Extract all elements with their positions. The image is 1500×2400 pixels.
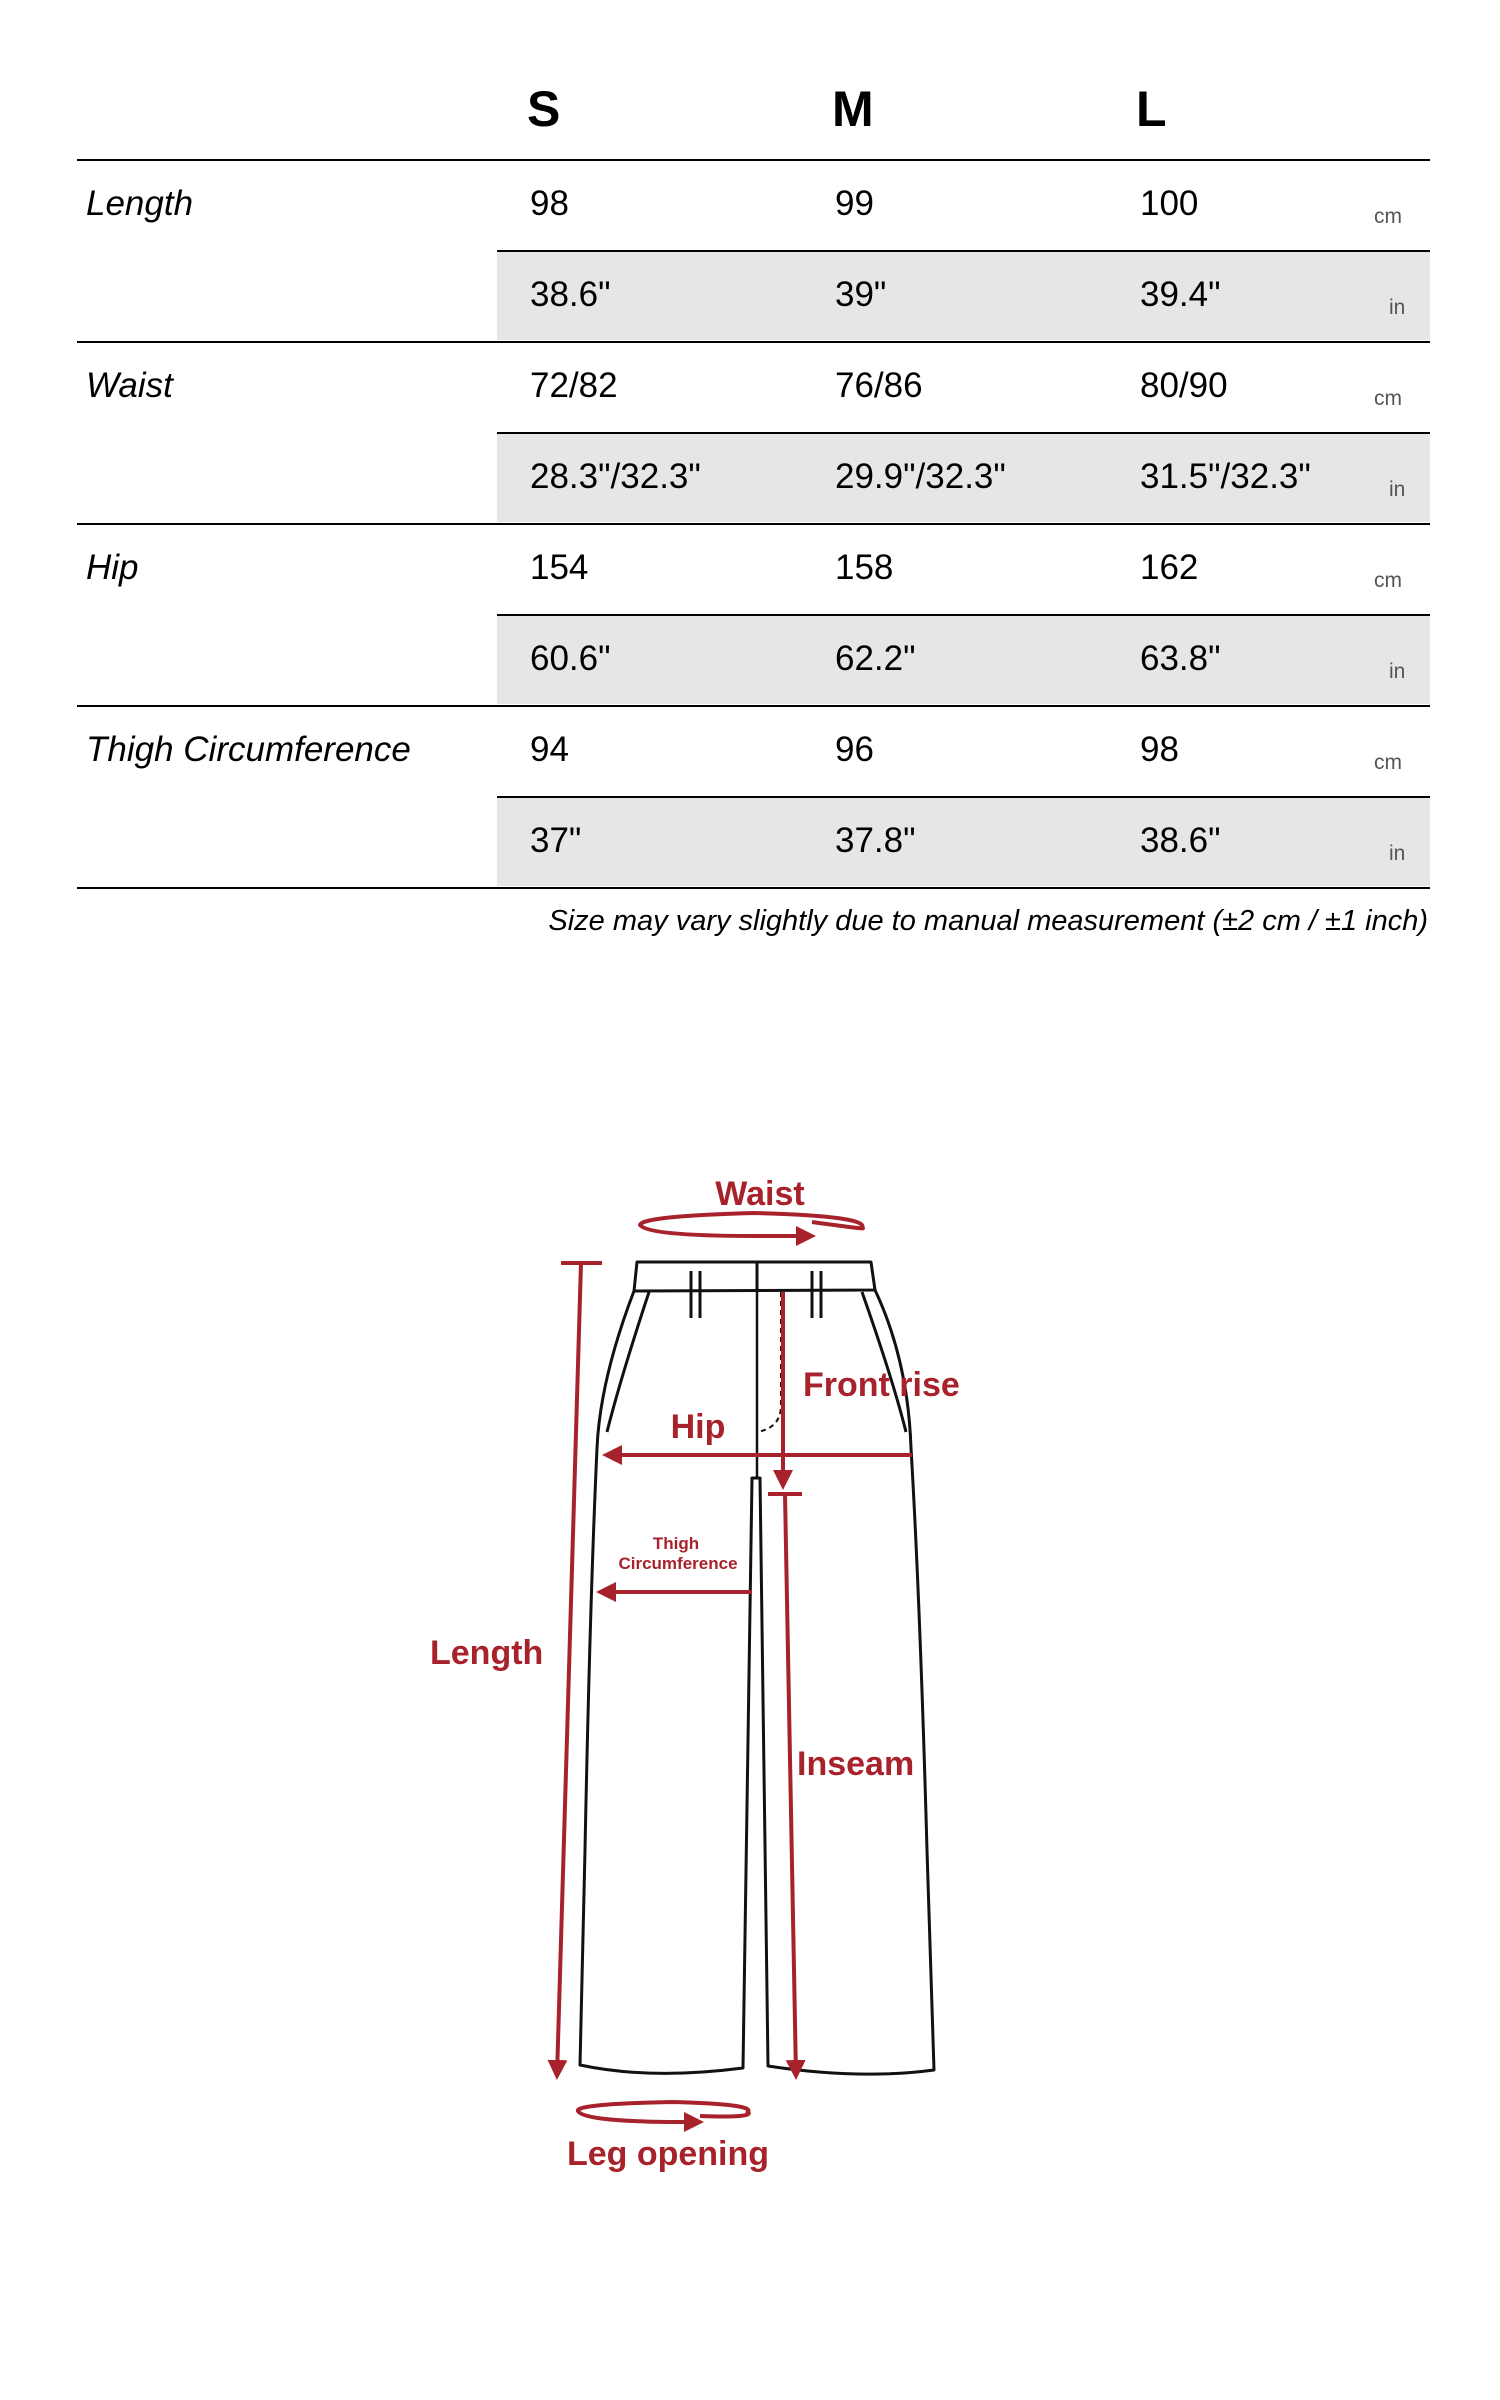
row-label-waist: Waist — [86, 366, 173, 405]
table-rule — [497, 432, 1430, 434]
table-cell: 39.4" — [1140, 275, 1221, 314]
unit-cm: cm — [1374, 569, 1402, 592]
row-label-hip: Hip — [86, 548, 139, 587]
measurement-arrows — [557, 1213, 915, 2122]
length-label: Length — [430, 1634, 544, 1672]
table-rule — [497, 796, 1430, 798]
unit-cm: cm — [1374, 751, 1402, 774]
unit-cm: cm — [1374, 387, 1402, 410]
table-cell: 99 — [835, 184, 874, 223]
table-cell: 100 — [1140, 184, 1199, 223]
row-label-length: Length — [86, 184, 194, 223]
table-cell: 62.2" — [835, 639, 916, 678]
unit-cm: cm — [1374, 205, 1402, 228]
unit-in: in — [1389, 478, 1406, 501]
table-cell: 76/86 — [835, 366, 923, 405]
table-cell: 94 — [530, 730, 569, 769]
table-rule — [497, 250, 1430, 252]
table-cell: 38.6" — [1140, 821, 1221, 860]
size-header-l: L — [1136, 81, 1167, 137]
table-cell: 60.6" — [530, 639, 611, 678]
table-rule — [77, 341, 1430, 343]
table-rule — [77, 887, 1430, 889]
table-cell: 63.8" — [1140, 639, 1221, 678]
waistband — [634, 1262, 875, 1291]
table-cell: 28.3"/32.3" — [530, 457, 701, 496]
table-rule — [77, 705, 1430, 707]
unit-in: in — [1389, 660, 1406, 683]
unit-in: in — [1389, 842, 1406, 865]
table-cell: 80/90 — [1140, 366, 1228, 405]
waist-arrow — [640, 1213, 863, 1236]
table-rule — [77, 523, 1430, 525]
size-header-s: S — [527, 81, 561, 137]
thigh-label: Circumference — [618, 1554, 738, 1573]
table-cell: 31.5"/32.3" — [1140, 457, 1311, 496]
fly-stitching — [757, 1292, 781, 1432]
table-cell: 29.9"/32.3" — [835, 457, 1006, 496]
table-cell: 96 — [835, 730, 874, 769]
inseam-label: Inseam — [797, 1745, 915, 1783]
measurement-note: Size may vary slightly due to manual measurement (±2 cm / ±1 inch) — [548, 905, 1428, 937]
row-label-thigh: Thigh Circumference — [86, 730, 411, 769]
inch-row-band — [497, 616, 1430, 704]
front-rise-label: Front rise — [803, 1366, 960, 1404]
inch-row-band — [497, 798, 1430, 886]
table-cell: 37.8" — [835, 821, 916, 860]
left-pocket — [607, 1292, 649, 1432]
hip-label: Hip — [670, 1408, 726, 1446]
table-cell: 154 — [530, 548, 589, 587]
table-cell: 98 — [530, 184, 569, 223]
table-cell: 98 — [1140, 730, 1179, 769]
table-rule — [497, 614, 1430, 616]
unit-in: in — [1389, 296, 1406, 319]
leg-opening-arrow — [578, 2102, 749, 2122]
pants-measurement-diagram — [0, 1100, 1500, 2200]
table-cell: 37" — [530, 821, 582, 860]
table-cell: 162 — [1140, 548, 1199, 587]
table-cell: 39" — [835, 275, 887, 314]
table-cell: 158 — [835, 548, 894, 587]
table-cell: 72/82 — [530, 366, 618, 405]
leg-opening-label: Leg opening — [566, 2135, 770, 2173]
table-cell: 38.6" — [530, 275, 611, 314]
waist-label: Waist — [715, 1175, 805, 1213]
length-arrow — [557, 1263, 581, 2076]
size-header-m: M — [832, 81, 874, 137]
inch-row-band — [497, 252, 1430, 340]
table-rule — [77, 159, 1430, 161]
inseam-arrow — [785, 1494, 796, 2076]
thigh-label: Thigh — [652, 1534, 700, 1553]
